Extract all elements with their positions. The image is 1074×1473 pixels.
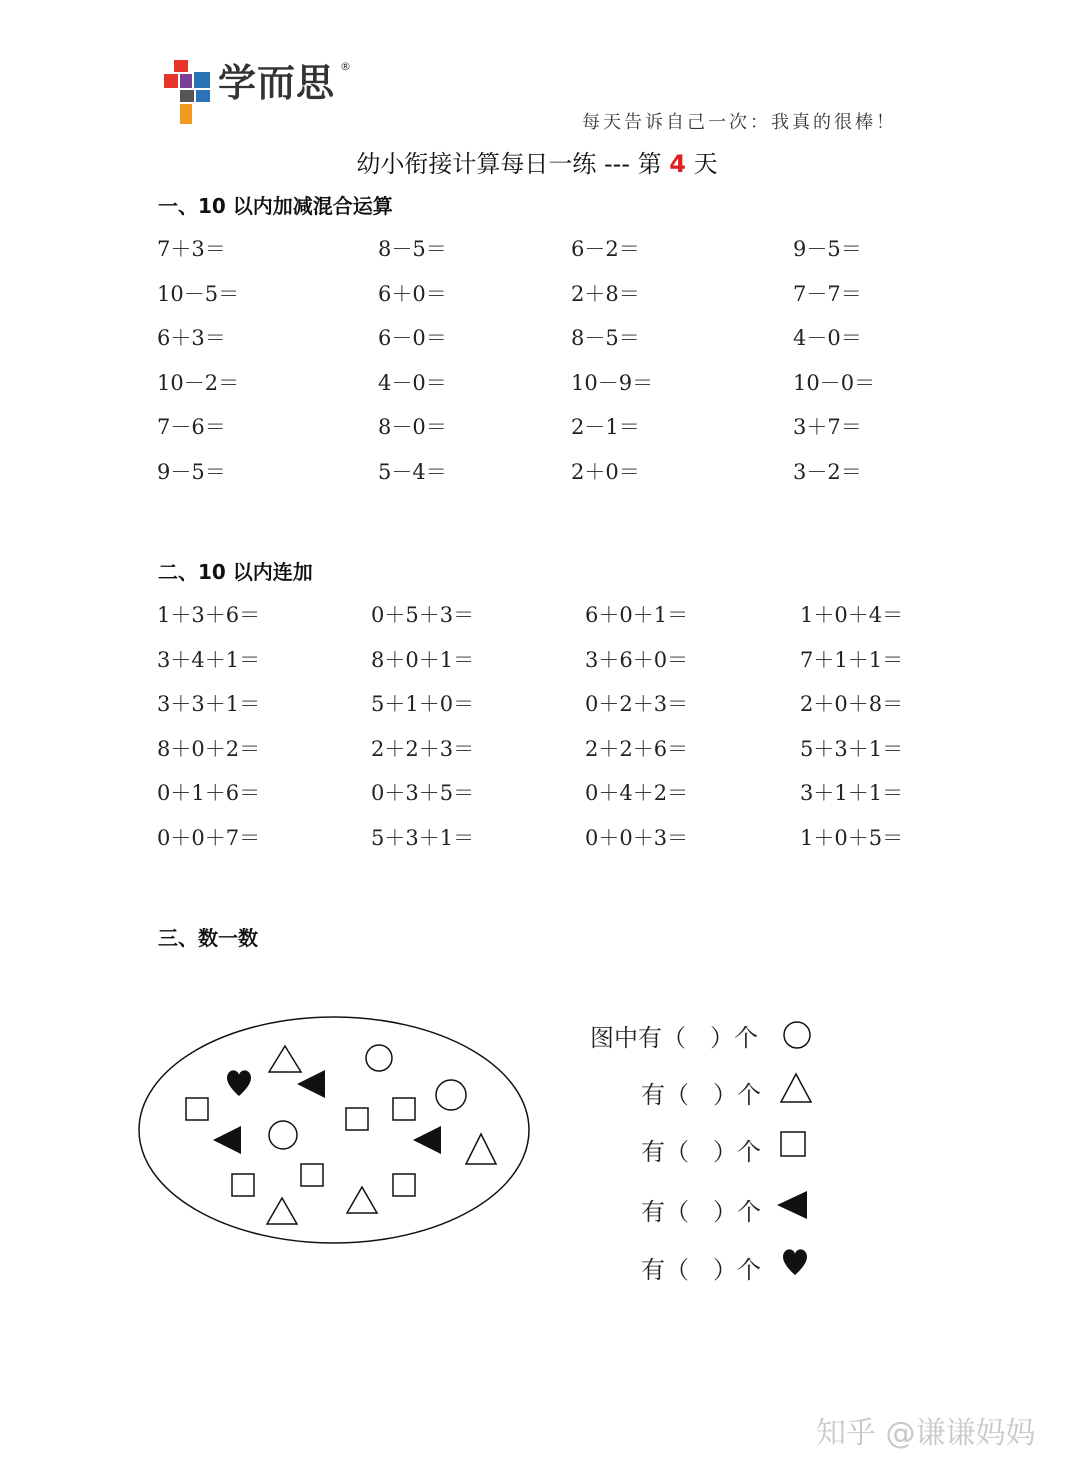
math-problem: 8－0＝ [378,415,447,440]
heart-icon [781,1248,811,1278]
math-problem: 10－9＝ [571,370,654,395]
section1-heading: 一、10 以内加减混合运算 [158,194,393,218]
section3-heading: 三、数一数 [158,926,258,950]
math-problem: 6＋3＝ [157,326,226,351]
triangle-icon [347,1187,377,1213]
motto: 每天告诉自己一次：我真的很棒！ [582,112,897,133]
triangle-icon [466,1134,496,1164]
question-left-triangle: 有（ ）个 [641,1198,761,1226]
brand-name: 学而思 [218,61,336,105]
question-square: 有（ ）个 [641,1138,761,1166]
heart-icon [227,1070,251,1096]
math-problem: 5＋3＋1＝ [800,736,904,761]
math-problem: 2－1＝ [571,415,640,440]
math-problem: 5＋1＋0＝ [371,692,475,717]
section2-heading: 二、10 以内连加 [158,560,313,584]
square-icon [393,1174,415,1196]
circle-icon [436,1080,466,1110]
math-problem: 10－2＝ [157,370,240,395]
title-day: 4 [669,150,686,178]
page-title [0,144,1074,179]
math-problem: 3－2＝ [793,460,862,484]
math-problem: 7＋1＋1＝ [800,647,904,672]
math-problem: 7＋3＝ [157,237,226,261]
logo-mark-icon [164,60,216,128]
triangle-icon [779,1072,813,1104]
left-triangle-filled-icon [413,1126,441,1154]
math-problem: 4－0＝ [793,326,862,351]
math-problem: 0＋0＋7＝ [157,826,261,850]
math-problem: 1＋0＋4＝ [800,603,904,627]
math-problem: 0＋5＋3＝ [371,603,475,627]
circle-icon [269,1121,297,1149]
math-problem: 6＋0＝ [378,281,447,306]
math-problem: 3＋4＋1＝ [157,647,261,672]
math-problem: 2＋0＝ [571,460,640,484]
triangle-icon [269,1046,301,1072]
question-heart: 有（ ）个 [641,1256,761,1284]
square-icon [301,1164,323,1186]
brand-logo [164,60,364,128]
math-problem: 6－2＝ [571,237,640,261]
math-problem: 8－5＝ [571,326,640,351]
math-problem: 6－0＝ [378,326,447,351]
math-problem: 0＋0＋3＝ [585,826,689,850]
math-problem: 2＋8＝ [571,281,640,306]
square-icon [779,1130,809,1160]
math-problem: 5－4＝ [378,460,447,484]
square-icon [346,1108,368,1130]
title-prefix: 幼小衔接计算每日一练 --- 第 [356,150,670,178]
math-problem: 3＋7＝ [793,415,862,440]
circle-icon [366,1045,392,1071]
registered-mark: ® [340,60,351,73]
watermark: 知乎 @谦谦妈妈 [816,1416,1036,1451]
math-problem: 0＋3＋5＝ [371,781,475,806]
math-problem: 4－0＝ [378,370,447,395]
math-problem: 0＋4＋2＝ [585,781,689,806]
math-problem: 3＋6＋0＝ [585,647,689,672]
math-problem: 5＋3＋1＝ [371,826,475,850]
math-problem: 0＋1＋6＝ [157,781,261,806]
triangle-icon [267,1198,297,1224]
square-icon [232,1174,254,1196]
question-circle: 图中有（ ）个 [590,1024,758,1052]
math-problem: 9－5＝ [157,460,226,484]
question-triangle: 有（ ）个 [641,1081,761,1109]
math-problem: 10－5＝ [157,281,240,306]
circle-icon [781,1018,813,1052]
math-problem: 2＋2＋6＝ [585,736,689,761]
title-suffix: 天 [685,150,718,178]
math-problem: 9－5＝ [793,237,862,261]
math-problem: 8＋0＋2＝ [157,736,261,761]
shapes-ellipse [136,1012,536,1248]
left-triangle-filled-icon [297,1070,325,1098]
math-problem: 8＋0＋1＝ [371,647,475,672]
left-triangle-filled-icon [775,1190,809,1220]
left-triangle-filled-icon [213,1126,241,1154]
math-problem: 2＋0＋8＝ [800,692,904,717]
math-problem: 1＋3＋6＝ [157,603,261,627]
math-problem: 3＋1＋1＝ [800,781,904,806]
math-problem: 6＋0＋1＝ [585,603,689,627]
math-problem: 1＋0＋5＝ [800,826,904,850]
math-problem: 10－0＝ [793,370,876,395]
square-icon [393,1098,415,1120]
math-problem: 3＋3＋1＝ [157,692,261,717]
math-problem: 7－7＝ [793,281,862,306]
math-problem: 7－6＝ [157,415,226,440]
square-icon [186,1098,208,1120]
math-problem: 0＋2＋3＝ [585,692,689,717]
math-problem: 8－5＝ [378,237,447,261]
math-problem: 2＋2＋3＝ [371,736,475,761]
